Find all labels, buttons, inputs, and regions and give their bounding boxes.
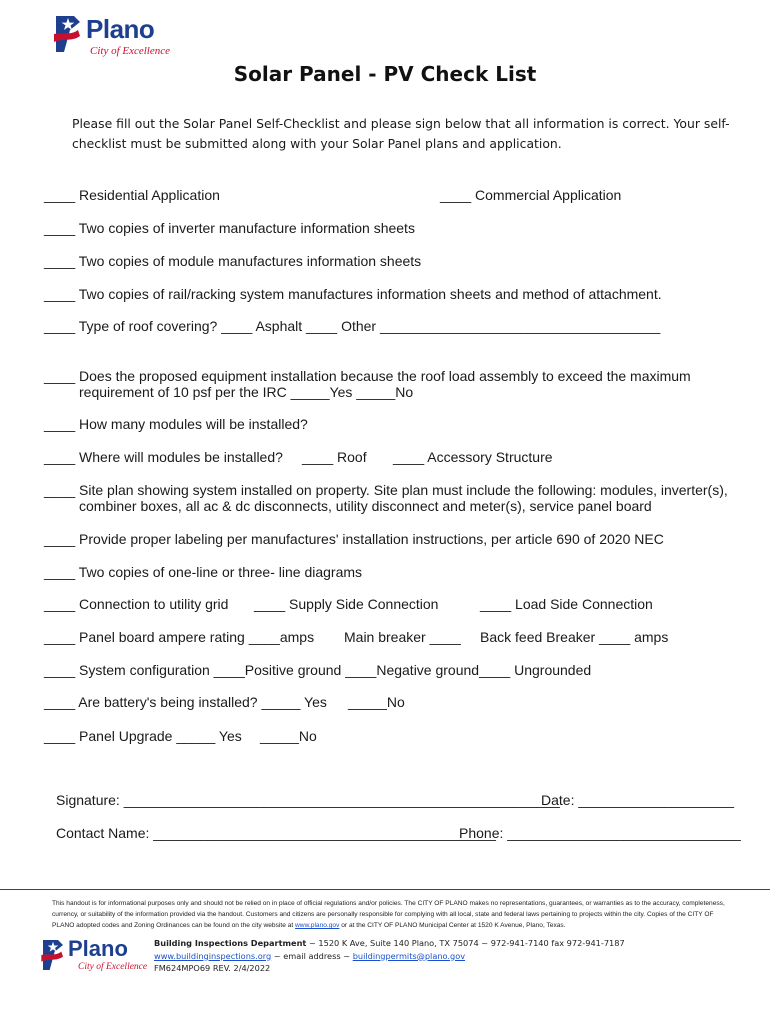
inverter-sheets-item[interactable]: ____ Two copies of inverter manufacture information sheets (44, 220, 415, 236)
panel-rating-item[interactable]: ____ Panel board ampere rating ____amps (44, 629, 315, 645)
department-contact-block (154, 937, 625, 975)
plano-logo (50, 12, 180, 62)
disclaimer-part-2: or at the CITY OF PLANO Municipal Center at 1520 K Avenue, Plano, Texas. (341, 922, 566, 929)
system-configuration-item[interactable]: ____ System configuration ____Positive ground ____Negative ground____ Ungrounded (44, 662, 592, 678)
racking-sheets-item[interactable]: ____ Two copies of rail/racking system manufactures information sheets and method of attachment. (44, 286, 662, 302)
labeling-item[interactable]: ____ Provide proper labeling per manufactures' installation instructions, per article 690 of 2020 NEC (44, 531, 664, 547)
disclaimer-text (52, 898, 728, 931)
web-email-line (154, 950, 625, 963)
intro-paragraph: Please fill out the Solar Panel Self-Checklist and please sign below that all information is correct. Your self-checklist must be submitted along with your Solar Panel plans and application. (72, 116, 730, 151)
phone-field[interactable]: Phone: ______________________________ (459, 825, 741, 841)
footer-divider (0, 889, 770, 890)
load-side-connection-option[interactable]: ____ Load Side Connection (480, 596, 653, 612)
star-flag-icon (50, 12, 86, 56)
footer-plano-logo (38, 936, 148, 976)
module-location-question[interactable]: ____ Where will modules be installed? (44, 449, 283, 465)
diagrams-item[interactable]: ____ Two copies of one-line or three- line diagrams (44, 564, 363, 580)
battery-no-option[interactable]: _____No (348, 694, 405, 710)
department-address: ~ 1520 K Ave, Suite 140 Plano, TX 75074 ~ 972-941-7140 fax 972-941-7187 (308, 938, 625, 948)
location-roof-option[interactable]: ____ Roof (302, 449, 367, 465)
utility-grid-connection-item[interactable]: ____ Connection to utility grid (44, 596, 229, 612)
department-name: Building Inspections Department (154, 938, 307, 948)
building-inspections-website-link[interactable]: www.buildinginspections.org (154, 950, 272, 961)
roof-load-item[interactable]: ____ Does the proposed equipment installation because the roof load assembly to exceed the maximum (44, 368, 691, 384)
footer-logo-tagline: City of Excellence (78, 962, 148, 972)
panel-upgrade-no-option[interactable]: _____No (260, 728, 317, 744)
footer-logo-wordmark: Plano (68, 936, 128, 961)
backfeed-breaker-field[interactable]: Back feed Breaker ____ amps (480, 629, 669, 645)
form-id: FM624MPO69 REV. 2/4/2022 (154, 963, 271, 973)
main-breaker-field[interactable]: Main breaker ____ (344, 629, 461, 645)
commercial-application-item[interactable]: ____ Commercial Application (440, 187, 622, 203)
email-link[interactable]: buildingpermits@plano.gov (352, 950, 466, 961)
department-line (154, 937, 625, 950)
email-label: ~ email address ~ (273, 950, 351, 961)
residential-application-item[interactable]: ____ Residential Application (44, 187, 220, 203)
date-field[interactable]: Date: ____________________ (541, 792, 735, 808)
site-plan-item[interactable]: ____ Site plan showing system installed on property. Site plan must include the following: modules, inverter(s), (44, 482, 728, 498)
battery-question-item[interactable]: ____ Are battery's being installed? _____ Yes (44, 694, 327, 710)
site-plan-item-continued: combiner boxes, all ac & dc disconnects, utility disconnect and meter(s), service panel board (79, 498, 652, 514)
panel-upgrade-item[interactable]: ____ Panel Upgrade _____ Yes (44, 728, 242, 744)
module-sheets-item[interactable]: ____ Two copies of module manufactures information sheets (44, 253, 422, 269)
star-flag-icon (38, 936, 68, 974)
contact-name-field[interactable]: Contact Name: ____________________________________________ (56, 825, 496, 841)
location-accessory-option[interactable]: ____ Accessory Structure (393, 449, 553, 465)
disclaimer-part-1: This handout is for informational purposes only and should not be relied on in place of official regulations and/or policies. The CITY OF PLANO makes no representations, guarantees, or warranties as to the accuracy, completeness, currency, or suitability of the information provided via the handout. Customers and citizens are personally responsible for complying with all local, state and federal laws pertaining to projects within the city. Copies of the CITY OF PLANO adopted codes and Zoning Ordinances can be found on the city website at (52, 900, 725, 929)
roof-load-item-continued[interactable]: requirement of 10 psf per the IRC _____Yes _____No (79, 384, 414, 400)
supply-side-connection-option[interactable]: ____ Supply Side Connection (254, 596, 439, 612)
page-title: Solar Panel - PV Check List (233, 62, 537, 86)
plano-website-link[interactable]: www.plano.gov (295, 922, 340, 929)
roof-covering-item[interactable]: ____ Type of roof covering? ____ Asphalt ____ Other ____________________________________ (44, 318, 661, 334)
logo-tagline: City of Excellence (90, 45, 171, 57)
signature-field[interactable]: Signature: ________________________________________________________ (56, 792, 560, 808)
module-count-item[interactable]: ____ How many modules will be installed? (44, 416, 308, 432)
logo-wordmark: Plano (86, 14, 155, 44)
